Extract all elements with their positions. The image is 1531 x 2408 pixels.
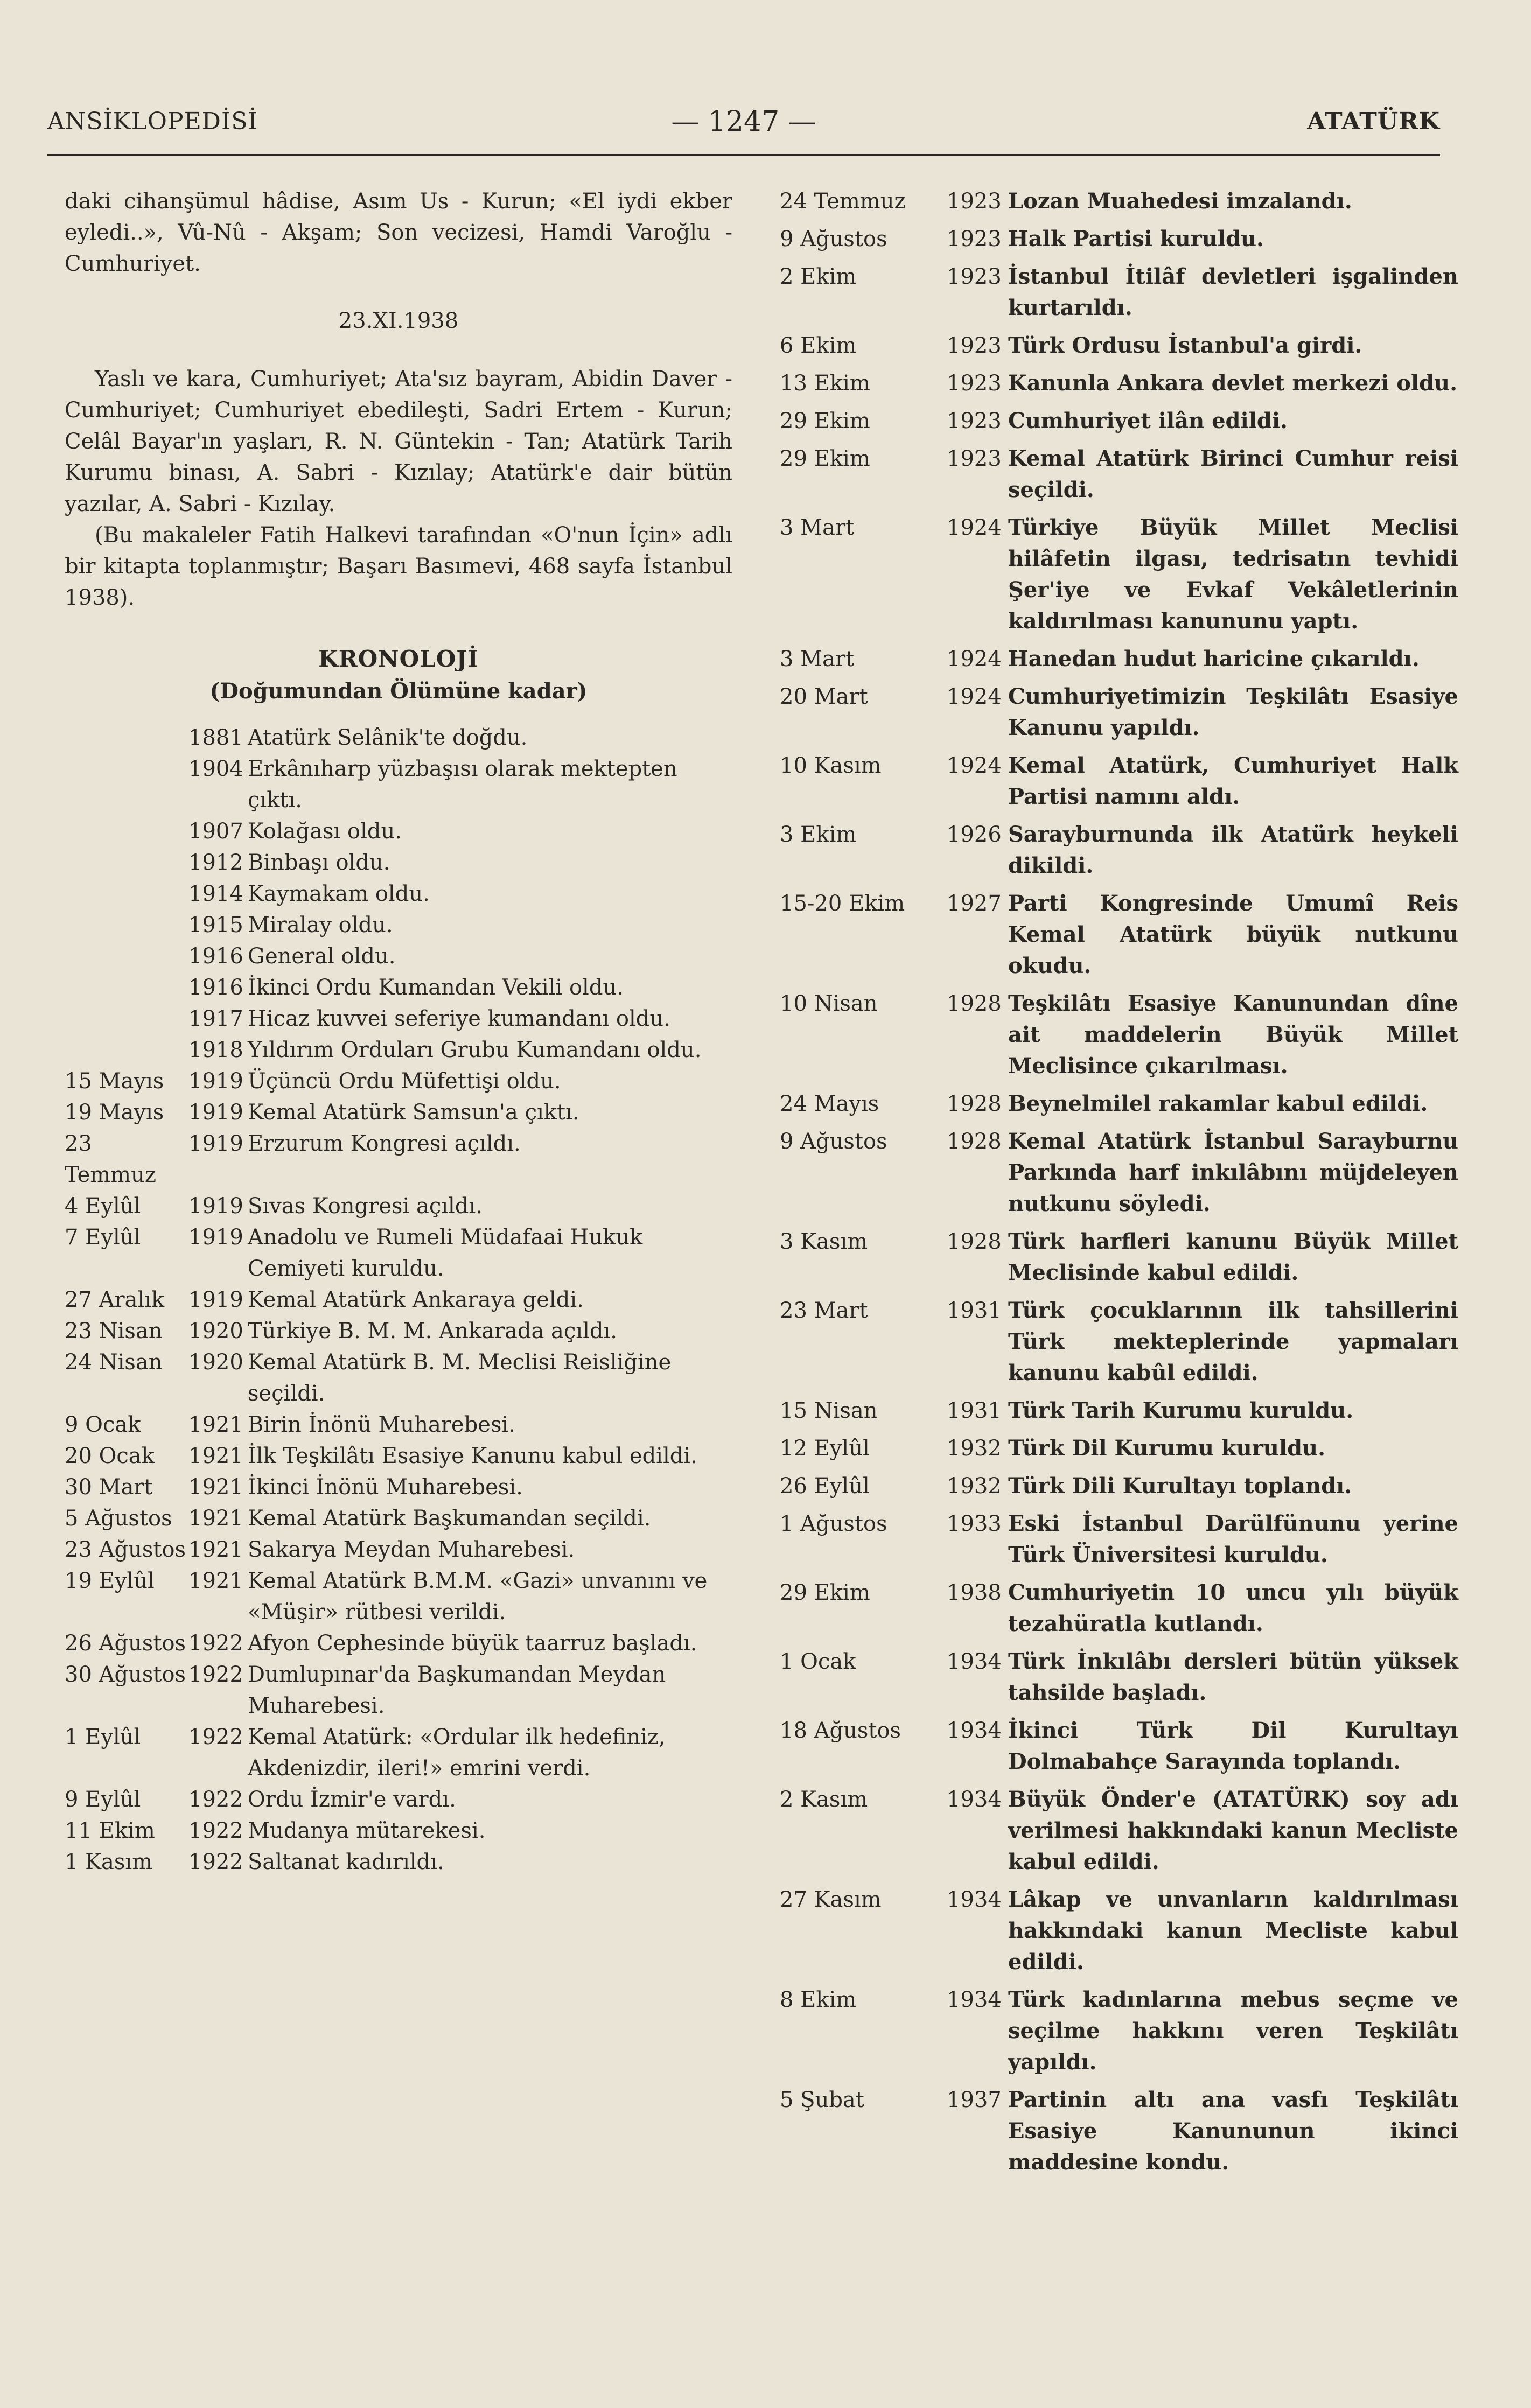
entry-date bbox=[65, 847, 188, 878]
entry-date: 15 Nisan bbox=[780, 1398, 878, 1423]
entry-year: 1921 bbox=[188, 1475, 243, 1500]
entry-year: 1915 bbox=[188, 913, 243, 937]
entry-date: 11 Ekim bbox=[65, 1818, 155, 1843]
entry-date: 18 Ağustos bbox=[780, 1718, 901, 1743]
entry-year: 1923 bbox=[947, 264, 1002, 289]
chronology-row bbox=[65, 1222, 732, 1284]
entry-year: 1923 bbox=[947, 409, 1002, 433]
entry-year: 1931 bbox=[947, 1398, 1002, 1423]
entry-event: Partinin altı ana vasfı Teşkilâtı Esasiye Kanununun ikinci maddesine kondu. bbox=[1008, 2087, 1458, 2175]
entry-date: 27 Aralık bbox=[65, 1287, 165, 1312]
entry-event: Kemal Atatürk: «Ordular ilk hedefiniz, Akdenizdir, ileri!» emrini verdi. bbox=[248, 1725, 666, 1781]
entry-event: Miralay oldu. bbox=[248, 913, 393, 937]
entry-year: 1904 bbox=[188, 757, 243, 781]
entry-date: 30 Mart bbox=[65, 1475, 153, 1500]
entry-year: 1921 bbox=[188, 1412, 243, 1437]
chronology-row bbox=[65, 1565, 732, 1628]
header-rule bbox=[47, 154, 1440, 156]
chronology-row bbox=[65, 1284, 732, 1315]
entry-event: Türkiye Büyük Millet Meclisi hilâfetin ilgası, tedrisatın tevhidi Şer'iye ve Evkaf Vekâletlerinin kaldırılması kanununu yaptı. bbox=[1008, 515, 1458, 634]
entry-event: Kaymakam oldu. bbox=[248, 881, 430, 906]
entry-year: 1920 bbox=[188, 1350, 243, 1375]
chronology-row bbox=[65, 1066, 732, 1097]
entry-event: Parti Kongresinde Umumî Reis Kemal Atatürk büyük nutkunu okudu. bbox=[1008, 891, 1458, 978]
chronology-row bbox=[780, 744, 1458, 813]
entry-event: Cumhuriyetimizin Teşkilâtı Esasiye Kanunu yapıldı. bbox=[1008, 684, 1458, 740]
entry-year: 1920 bbox=[188, 1319, 243, 1343]
entry-date: 24 Mayıs bbox=[780, 1091, 879, 1116]
chronology-row bbox=[65, 909, 732, 941]
entry-date: 26 Eylûl bbox=[780, 1474, 870, 1499]
entry-event: Türk Tarih Kurumu kuruldu. bbox=[1008, 1398, 1354, 1423]
entry-event: Kemal Atatürk, Cumhuriyet Halk Partisi namını aldı. bbox=[1008, 753, 1458, 809]
entry-year: 1932 bbox=[947, 1436, 1002, 1461]
chronology-row bbox=[65, 753, 732, 816]
chronology-row bbox=[780, 506, 1458, 637]
date-heading: 23.XI.1938 bbox=[338, 309, 459, 333]
entry-year: 1928 bbox=[947, 1229, 1002, 1254]
chronology-row bbox=[65, 1097, 732, 1128]
entry-year: 1934 bbox=[947, 1718, 1002, 1743]
chronology-row bbox=[780, 324, 1458, 361]
entry-event: Kemal Atatürk Ankaraya geldi. bbox=[248, 1287, 584, 1312]
entry-year: 1912 bbox=[188, 850, 243, 875]
entry-event: Hanedan hudut haricine çıkarıldı. bbox=[1008, 646, 1420, 671]
entry-year: 1922 bbox=[188, 1631, 243, 1656]
entry-date: 5 Şubat bbox=[780, 2088, 864, 2112]
chronology-row bbox=[65, 816, 732, 847]
chronology-row bbox=[65, 878, 732, 909]
entry-year: 1881 bbox=[188, 725, 243, 750]
entry-year: 1919 bbox=[188, 1131, 243, 1156]
chronology-row bbox=[780, 1426, 1458, 1464]
entry-date: 4 Eylûl bbox=[65, 1194, 141, 1219]
chronology-row bbox=[780, 675, 1458, 744]
chronology-row bbox=[780, 1389, 1458, 1426]
chronology-row bbox=[65, 1440, 732, 1472]
entry-date: 27 Kasım bbox=[780, 1887, 882, 1912]
chronology-row bbox=[780, 399, 1458, 437]
entry-year: 1924 bbox=[947, 515, 1002, 540]
entry-event: Teşkilâtı Esasiye Kanunundan dîne ait maddelerin Büyük Millet Meclisince çıkarılması. bbox=[1008, 991, 1458, 1079]
entry-year: 1934 bbox=[947, 1649, 1002, 1674]
entry-event: Türk kadınlarına mebus seçme ve seçilme hakkını veren Teşkilâtı yapıldı. bbox=[1008, 1987, 1458, 2075]
entry-year: 1919 bbox=[188, 1069, 243, 1094]
entry-year: 1907 bbox=[188, 819, 243, 844]
chronology-row bbox=[780, 361, 1458, 399]
chronology-row bbox=[65, 1815, 732, 1846]
entry-year: 1934 bbox=[947, 1787, 1002, 1812]
chronology-row bbox=[780, 637, 1458, 675]
entry-event: Saltanat kadırıldı. bbox=[248, 1850, 444, 1874]
chronology-row bbox=[65, 1659, 732, 1721]
chronology-row bbox=[65, 1191, 732, 1222]
entry-event: Lâkap ve unvanların kaldırılması hakkındaki kanun Mecliste kabul edildi. bbox=[1008, 1887, 1458, 1975]
entry-date: 29 Ekim bbox=[780, 409, 870, 433]
entry-year: 1916 bbox=[188, 944, 243, 969]
entry-date: 1 Kasım bbox=[65, 1850, 153, 1874]
entry-event: İlk Teşkilâtı Esasiye Kanunu kabul edildi. bbox=[248, 1444, 697, 1468]
entry-year: 1922 bbox=[188, 1662, 243, 1687]
entry-date: 23 Temmuz bbox=[65, 1131, 156, 1187]
entry-year: 1921 bbox=[188, 1444, 243, 1468]
entry-event: Hicaz kuvvei seferiye kumandanı oldu. bbox=[248, 1006, 670, 1031]
entry-event: Lozan Muahedesi imzalandı. bbox=[1008, 188, 1352, 214]
entry-date: 20 Mart bbox=[780, 684, 868, 709]
chronology-row bbox=[780, 1709, 1458, 1777]
intro-paragraph-3: (Bu makaleler Fatih Halkevi tarafından «O'nun İçin» adlı bir kitapta toplanmıştır; Başarı Basımevi, 468 sayfa İstanbul 1938). bbox=[65, 523, 732, 610]
entry-date: 6 Ekim bbox=[780, 333, 857, 358]
chronology-row bbox=[780, 1119, 1458, 1220]
entry-event: Kemal Atatürk B. M. Meclisi Reisliğine seçildi. bbox=[248, 1350, 672, 1406]
chronology-row bbox=[65, 722, 732, 753]
chronology-row bbox=[65, 941, 732, 972]
entry-year: 1928 bbox=[947, 1091, 1002, 1116]
entry-year: 1922 bbox=[188, 1787, 243, 1812]
entry-event: Halk Partisi kuruldu. bbox=[1008, 226, 1264, 251]
entry-date: 15 Mayıs bbox=[65, 1069, 164, 1094]
header-article-title: ATATÜRK bbox=[1307, 108, 1440, 135]
entry-date bbox=[65, 909, 188, 941]
entry-year: 1918 bbox=[188, 1038, 243, 1062]
chronology-row bbox=[780, 1464, 1458, 1502]
left-chronology-table bbox=[65, 722, 732, 1878]
entry-date: 26 Ağustos bbox=[65, 1631, 186, 1656]
entry-date: 13 Ekim bbox=[780, 371, 870, 396]
entry-date: 20 Ocak bbox=[65, 1444, 155, 1468]
chronology-title: KRONOLOJİ bbox=[318, 646, 479, 672]
entry-date: 15-20 Ekim bbox=[780, 891, 905, 916]
entry-date bbox=[65, 1034, 188, 1066]
entry-date: 1 Ağustos bbox=[780, 1511, 887, 1536]
entry-year: 1919 bbox=[188, 1194, 243, 1219]
entry-date bbox=[65, 972, 188, 1003]
entry-event: Kolağası oldu. bbox=[248, 819, 402, 844]
chronology-row bbox=[780, 2078, 1458, 2178]
chronology-row bbox=[65, 847, 732, 878]
entry-year: 1919 bbox=[188, 1225, 243, 1250]
left-column bbox=[65, 186, 732, 1878]
entry-event: Türk İnkılâbı dersleri bütün yüksek tahsilde başladı. bbox=[1008, 1649, 1458, 1705]
entry-year: 1921 bbox=[188, 1569, 243, 1593]
entry-year: 1919 bbox=[188, 1287, 243, 1312]
entry-date bbox=[65, 878, 188, 909]
entry-year: 1926 bbox=[947, 822, 1002, 847]
entry-year: 1934 bbox=[947, 1987, 1002, 2012]
chronology-row bbox=[780, 437, 1458, 506]
entry-year: 1933 bbox=[947, 1511, 1002, 1536]
entry-event: İstanbul İtilâf devletleri işgalinden kurtarıldı. bbox=[1008, 264, 1458, 320]
entry-event: Mudanya mütarekesi. bbox=[248, 1818, 486, 1843]
entry-year: 1917 bbox=[188, 1006, 243, 1031]
entry-year: 1916 bbox=[188, 975, 243, 1000]
entry-date: 3 Kasım bbox=[780, 1229, 868, 1254]
entry-date: 3 Mart bbox=[780, 515, 855, 540]
chronology-row bbox=[780, 881, 1458, 982]
entry-date: 8 Ekim bbox=[780, 1987, 857, 2012]
right-column bbox=[780, 186, 1458, 2178]
entry-event: Binbaşı oldu. bbox=[248, 850, 390, 875]
entry-year: 1923 bbox=[947, 189, 1002, 214]
chronology-row bbox=[65, 1503, 732, 1534]
entry-event: Üçüncü Ordu Müfettişi oldu. bbox=[248, 1069, 561, 1094]
entry-event: Erkânıharp yüzbaşısı olarak mektepten çıktı. bbox=[248, 757, 677, 813]
chronology-row bbox=[65, 1409, 732, 1440]
entry-event: Cumhuriyetin 10 uncu yılı büyük tezahüratla kutlandı. bbox=[1008, 1580, 1458, 1636]
chronology-row bbox=[780, 1082, 1458, 1119]
entry-date: 19 Mayıs bbox=[65, 1100, 164, 1125]
chronology-row bbox=[65, 1784, 732, 1815]
entry-event: Erzurum Kongresi açıldı. bbox=[248, 1131, 521, 1156]
entry-date: 1 Eylûl bbox=[65, 1725, 141, 1749]
entry-date: 3 Mart bbox=[780, 647, 855, 671]
chronology-row bbox=[780, 982, 1458, 1082]
entry-year: 1914 bbox=[188, 881, 243, 906]
chronology-row bbox=[65, 1347, 732, 1409]
entry-date: 3 Ekim bbox=[780, 822, 857, 847]
entry-date bbox=[65, 941, 188, 972]
chronology-row bbox=[65, 1721, 732, 1784]
entry-event: Türk Dili Kurultayı toplandı. bbox=[1008, 1473, 1352, 1499]
entry-date: 12 Eylûl bbox=[780, 1436, 870, 1461]
entry-date: 9 Ağustos bbox=[780, 1129, 887, 1154]
entry-event: Türkiye B. M. M. Ankarada açıldı. bbox=[248, 1319, 617, 1343]
chronology-row bbox=[65, 1846, 732, 1878]
chronology-row bbox=[780, 1220, 1458, 1289]
chronology-row bbox=[780, 1777, 1458, 1878]
chronology-subtitle: (Doğumundan Ölümüne kadar) bbox=[209, 678, 588, 704]
entry-event: Sakarya Meydan Muharebesi. bbox=[248, 1537, 575, 1562]
chronology-row bbox=[780, 813, 1458, 881]
entry-date: 9 Eylûl bbox=[65, 1787, 141, 1812]
entry-year: 1922 bbox=[188, 1818, 243, 1843]
entry-date: 2 Kasım bbox=[780, 1787, 868, 1812]
entry-event: Sarayburnunda ilk Atatürk heykeli dikildi. bbox=[1008, 822, 1458, 878]
chronology-row bbox=[780, 1640, 1458, 1709]
entry-year: 1937 bbox=[947, 2088, 1002, 2112]
entry-year: 1924 bbox=[947, 684, 1002, 709]
entry-event: Türk çocuklarının ilk tahsillerini Türk mekteplerinde yapmaları kanunu kabûl edildi. bbox=[1008, 1298, 1458, 1385]
right-chronology-table bbox=[780, 186, 1458, 2178]
entry-event: Kemal Atatürk İstanbul Sarayburnu Parkında harf inkılâbını müjdeleyen nutkunu söyledi. bbox=[1008, 1129, 1458, 1216]
entry-year: 1923 bbox=[947, 371, 1002, 396]
entry-year: 1938 bbox=[947, 1580, 1002, 1605]
chronology-row bbox=[780, 217, 1458, 255]
entry-date: 10 Nisan bbox=[780, 991, 878, 1016]
entry-date: 5 Ağustos bbox=[65, 1506, 172, 1531]
entry-date: 30 Ağustos bbox=[65, 1662, 186, 1687]
entry-date bbox=[65, 722, 188, 753]
chronology-row bbox=[65, 972, 732, 1003]
chronology-row bbox=[65, 1628, 732, 1659]
entry-date: 23 Mart bbox=[780, 1298, 868, 1323]
chronology-row bbox=[65, 1128, 732, 1191]
entry-date: 1 Ocak bbox=[780, 1649, 856, 1674]
intro-paragraph-1: daki cihanşümul hâdise, Asım Us - Kurun; «El iydi ekber eyledi..», Vû-Nû - Akşam; Son vecizesi, Hamdi Varoğlu - Cumhuriyet. bbox=[65, 189, 732, 276]
entry-event: Atatürk Selânik'te doğdu. bbox=[248, 725, 528, 750]
page-header bbox=[47, 97, 1440, 151]
entry-date: 9 Ocak bbox=[65, 1412, 141, 1437]
chronology-row bbox=[65, 1034, 732, 1066]
chronology-row bbox=[780, 1978, 1458, 2078]
chronology-row bbox=[65, 1315, 732, 1347]
chronology-row bbox=[780, 1571, 1458, 1640]
header-encyclopedia-label: ANSİKLOPEDİSİ bbox=[47, 108, 258, 135]
intro-paragraph-2: Yaslı ve kara, Cumhuriyet; Ata'sız bayram, Abidin Daver - Cumhuriyet; Cumhuriyet ebedileşti, Sadri Ertem - Kurun; Celâl Bayar'ın yaşları, R. N. Güntekin - Tan; Atatürk Tarih Kurumu binası, A. Sabri - Kızılay; Atatürk'e dair bütün yazılar, A. Sabri - Kızılay. bbox=[65, 367, 732, 516]
entry-year: 1924 bbox=[947, 753, 1002, 778]
entry-year: 1923 bbox=[947, 446, 1002, 471]
entry-event: İkinci Türk Dil Kurultayı Dolmabahçe Sarayında toplandı. bbox=[1008, 1718, 1458, 1774]
entry-date bbox=[65, 1003, 188, 1034]
entry-year: 1924 bbox=[947, 647, 1002, 671]
entry-event: İkinci Ordu Kumandan Vekili oldu. bbox=[248, 975, 624, 1000]
entry-year: 1922 bbox=[188, 1850, 243, 1874]
entry-event: Türk harfleri kanunu Büyük Millet Meclisinde kabul edildi. bbox=[1008, 1229, 1458, 1285]
entry-event: Sıvas Kongresi açıldı. bbox=[248, 1194, 483, 1219]
entry-event: Ordu İzmir'e vardı. bbox=[248, 1787, 456, 1812]
entry-event: Eski İstanbul Darülfünunu yerine Türk Üniversitesi kuruldu. bbox=[1008, 1511, 1458, 1567]
entry-event: Büyük Önder'e (ATATÜRK) soy adı verilmesi hakkındaki kanun Mecliste kabul edildi. bbox=[1008, 1787, 1458, 1874]
entry-year: 1934 bbox=[947, 1887, 1002, 1912]
entry-date: 23 Nisan bbox=[65, 1319, 163, 1343]
chronology-row bbox=[65, 1003, 732, 1034]
entry-event: General oldu. bbox=[248, 944, 396, 969]
entry-event: Türk Ordusu İstanbul'a girdi. bbox=[1008, 333, 1362, 358]
chronology-row bbox=[780, 186, 1458, 217]
entry-year: 1931 bbox=[947, 1298, 1002, 1323]
entry-year: 1928 bbox=[947, 1129, 1002, 1154]
entry-event: Beynelmilel rakamlar kabul edildi. bbox=[1008, 1091, 1428, 1116]
entry-date: 9 Ağustos bbox=[780, 227, 887, 251]
entry-event: Afyon Cephesinde büyük taarruz başladı. bbox=[248, 1631, 697, 1656]
chronology-row bbox=[780, 1289, 1458, 1389]
entry-date: 24 Nisan bbox=[65, 1350, 163, 1375]
entry-year: 1921 bbox=[188, 1506, 243, 1531]
entry-event: Birin İnönü Muharebesi. bbox=[248, 1412, 515, 1437]
entry-date: 2 Ekim bbox=[780, 264, 857, 289]
entry-event: Türk Dil Kurumu kuruldu. bbox=[1008, 1436, 1326, 1461]
entry-date: 24 Temmuz bbox=[780, 189, 906, 214]
entry-year: 1923 bbox=[947, 333, 1002, 358]
entry-year: 1927 bbox=[947, 891, 1002, 916]
entry-event: Yıldırım Orduları Grubu Kumandanı oldu. bbox=[248, 1038, 702, 1062]
entry-date: 29 Ekim bbox=[780, 1580, 870, 1605]
chronology-row bbox=[65, 1534, 732, 1565]
entry-date: 19 Eylûl bbox=[65, 1569, 155, 1593]
entry-event: Kanunla Ankara devlet merkezi oldu. bbox=[1008, 370, 1458, 396]
entry-year: 1923 bbox=[947, 227, 1002, 251]
entry-date bbox=[65, 816, 188, 847]
entry-date: 23 Ağustos bbox=[65, 1537, 186, 1562]
entry-event: Kemal Atatürk Başkumandan seçildi. bbox=[248, 1506, 651, 1531]
entry-event: Kemal Atatürk Birinci Cumhur reisi seçildi. bbox=[1008, 446, 1458, 502]
entry-date bbox=[65, 753, 188, 816]
entry-date: 7 Eylûl bbox=[65, 1225, 141, 1250]
entry-event: İkinci İnönü Muharebesi. bbox=[248, 1475, 523, 1500]
entry-year: 1932 bbox=[947, 1474, 1002, 1499]
entry-year: 1919 bbox=[188, 1100, 243, 1125]
entry-date: 10 Kasım bbox=[780, 753, 882, 778]
chronology-row bbox=[780, 255, 1458, 324]
entry-year: 1921 bbox=[188, 1537, 243, 1562]
entry-year: 1928 bbox=[947, 991, 1002, 1016]
chronology-row bbox=[780, 1878, 1458, 1978]
entry-event: Dumlupınar'da Başkumandan Meydan Muharebesi. bbox=[248, 1662, 666, 1718]
entry-date: 29 Ekim bbox=[780, 446, 870, 471]
entry-year: 1922 bbox=[188, 1725, 243, 1749]
entry-event: Kemal Atatürk B.M.M. «Gazi» unvanını ve «Müşir» rütbesi verildi. bbox=[248, 1569, 708, 1625]
page-number: — 1247 — bbox=[671, 106, 816, 138]
chronology-row bbox=[780, 1502, 1458, 1571]
entry-event: Kemal Atatürk Samsun'a çıktı. bbox=[248, 1100, 579, 1125]
chronology-row bbox=[65, 1472, 732, 1503]
entry-event: Anadolu ve Rumeli Müdafaai Hukuk Cemiyeti kuruldu. bbox=[248, 1225, 643, 1281]
entry-event: Cumhuriyet ilân edildi. bbox=[1008, 408, 1288, 433]
